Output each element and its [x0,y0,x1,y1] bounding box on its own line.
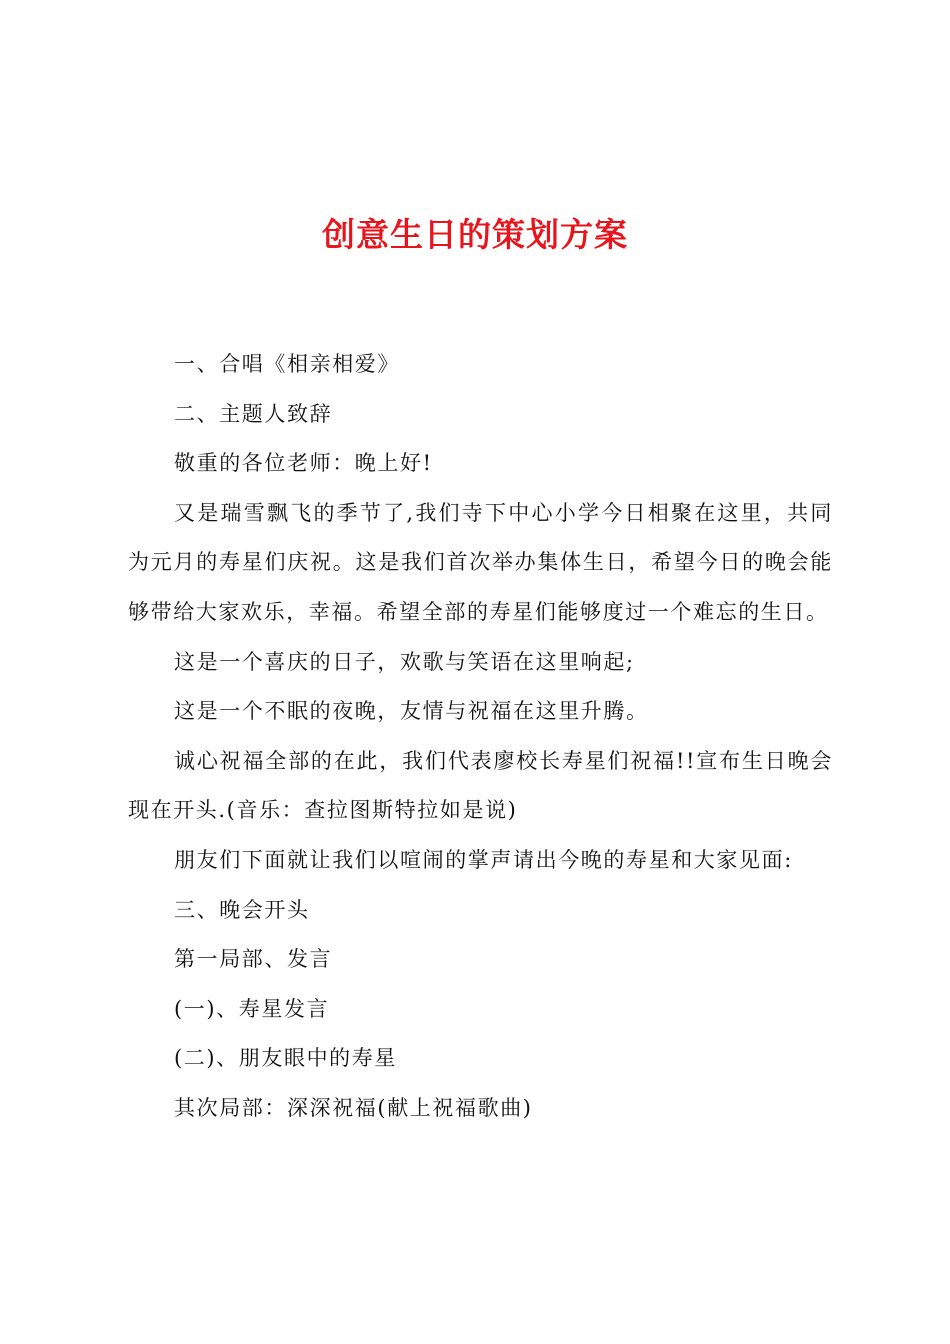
paragraph: (二)、朋友眼中的寿星 [174,1046,397,1071]
paragraph: 诚心祝福全部的在此，我们代表廖校长寿星们祝福!!宣布生日晚会现在开头.(音乐：查拉图斯特拉如是说) [128,748,833,823]
paragraph: 二、主题人致辞 [174,401,333,426]
paragraph: 三、晚会开头 [174,897,310,922]
document-title: 创意生日的策划方案 [322,215,628,254]
paragraph: 朋友们下面就让我们以喧闹的掌声请出今晚的寿星和大家见面: [174,847,793,872]
document-body [128,340,833,1134]
paragraph: 这是一个喜庆的日子，欢歌与笑语在这里响起; [174,649,635,674]
paragraph: 第一局部、发言 [174,947,333,972]
paragraph: 敬重的各位老师：晚上好! [174,451,433,476]
paragraph: 其次局部：深深祝福(献上祝福歌曲) [174,1095,533,1120]
paragraph: 又是瑞雪飘飞的季节了,我们寺下中心小学今日相聚在这里，共同为元月的寿星们庆祝。这是我们首次举办集体生日，希望今日的晚会能够带给大家欢乐，幸福。希望全部的寿星们能够度过一个难忘的生日。 [128,500,833,624]
paragraph: 这是一个不眠的夜晚，友情与祝福在这里升腾。 [174,699,649,724]
paragraph: (一)、寿星发言 [174,996,330,1021]
paragraph: 一、合唱《相亲相爱》 [174,352,400,376]
